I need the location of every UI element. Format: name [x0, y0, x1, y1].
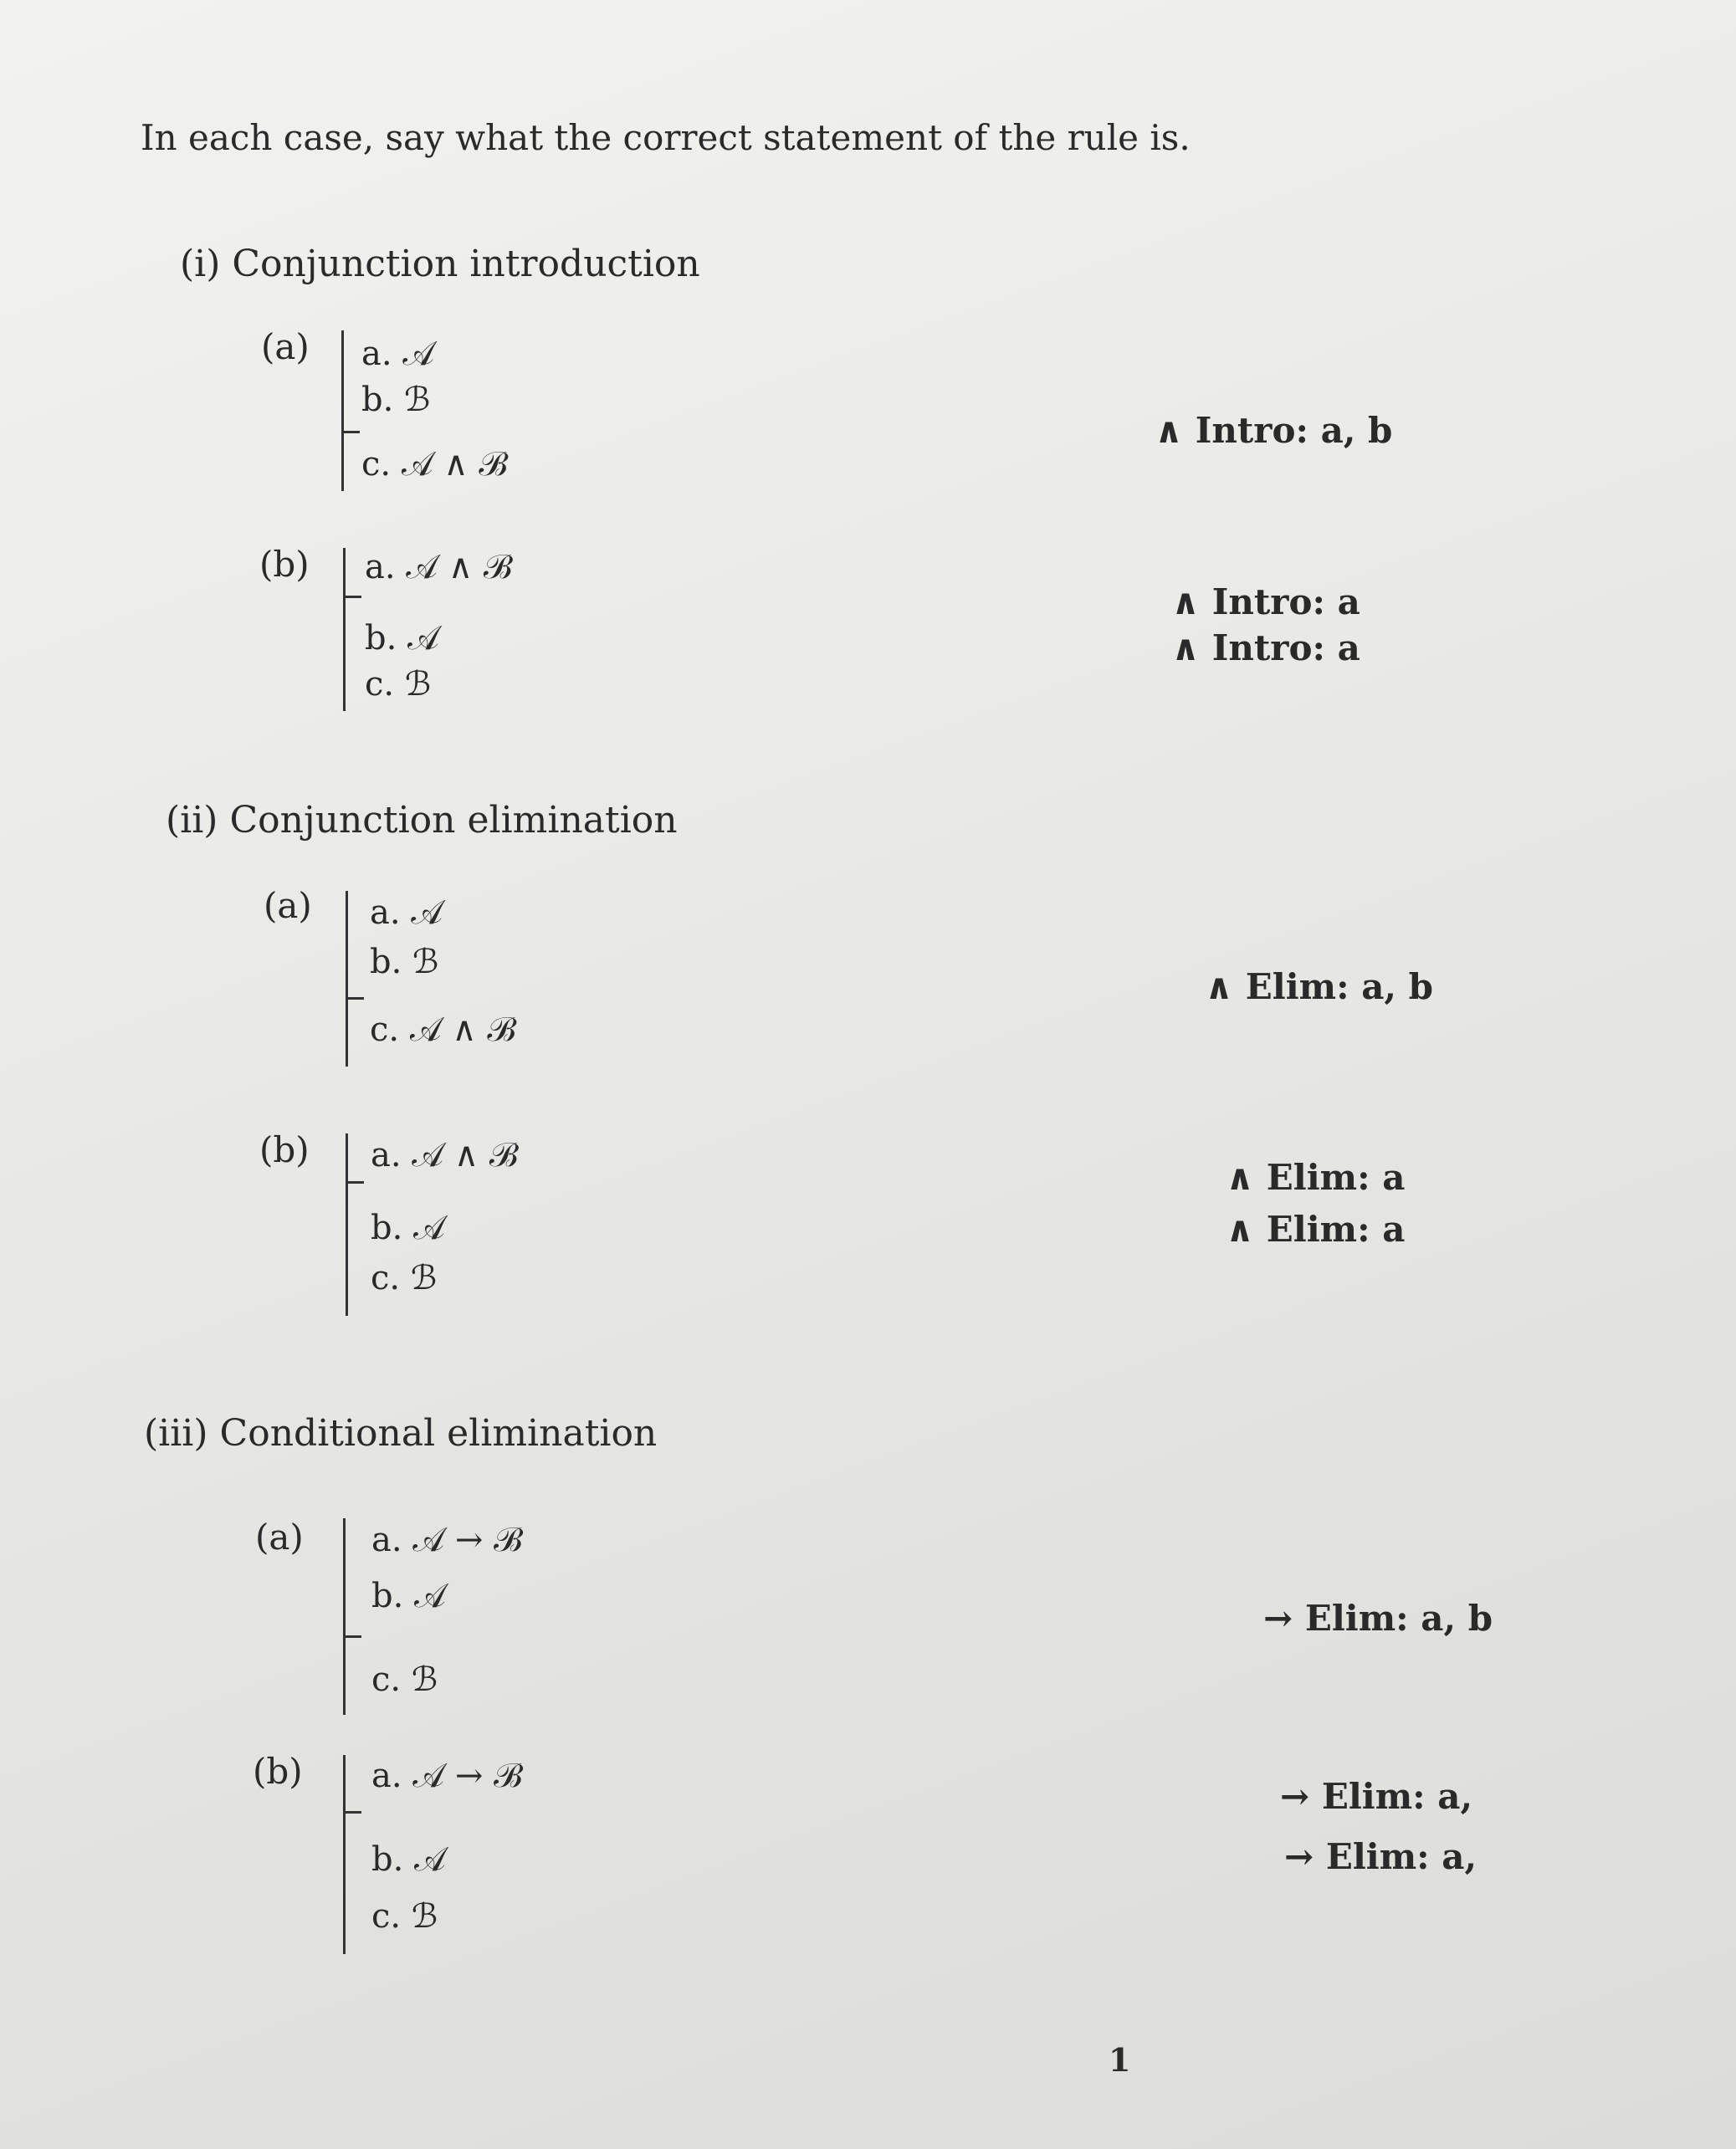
proof-bar	[346, 1133, 348, 1316]
justification: ∧ Elim: a	[1226, 1209, 1406, 1250]
proof-line: b. 𝒜	[371, 1840, 446, 1879]
page-number: 1	[1109, 2041, 1131, 2079]
part-label: (b)	[259, 544, 310, 585]
section-heading-conjunction-introduction: (i) Conjunction introduction	[180, 243, 700, 285]
justification: ∧ Elim: a	[1226, 1157, 1406, 1198]
proof-line: c. ℬ	[365, 665, 432, 704]
justification: ∧ Intro: a, b	[1155, 410, 1393, 451]
premise-divider	[346, 997, 364, 1000]
proof-line: b. 𝒜	[371, 1577, 446, 1615]
proof-line: c. 𝒜 ∧ ℬ	[370, 1011, 515, 1049]
part-label: (a)	[264, 885, 312, 926]
instruction-text: In each case, say what the correct statement of the rule is.	[141, 117, 1191, 158]
part-label: (b)	[253, 1751, 303, 1792]
part-label: (b)	[259, 1129, 310, 1170]
justification: → Elim: a,	[1284, 1836, 1477, 1877]
justification: → Elim: a, b	[1263, 1598, 1493, 1639]
justification: ∧ Elim: a, b	[1205, 966, 1434, 1007]
section-heading-conditional-elimination: (iii) Conditional elimination	[144, 1412, 658, 1455]
proof-line: a. 𝒜 ∧ ℬ	[371, 1136, 518, 1174]
proof-line: a. 𝒜	[361, 335, 435, 373]
proof-line: a. 𝒜 → ℬ	[371, 1521, 522, 1559]
premise-divider	[346, 1181, 364, 1184]
justification: ∧ Intro: a	[1171, 581, 1360, 622]
proof-line: a. 𝒜	[370, 893, 443, 932]
proof-line: b. ℬ	[361, 381, 431, 419]
justification: → Elim: a,	[1280, 1776, 1473, 1817]
premise-divider	[343, 1635, 361, 1638]
proof-line: c. ℬ	[371, 1897, 438, 1936]
proof-line: a. 𝒜 ∧ ℬ	[365, 548, 512, 586]
proof-line: c. ℬ	[371, 1660, 438, 1699]
proof-line: b. ℬ	[370, 943, 439, 981]
proof-bar	[343, 1755, 346, 1954]
proof-line: c. ℬ	[371, 1259, 438, 1297]
proof-bar	[346, 891, 348, 1067]
proof-line: b. 𝒜	[371, 1209, 445, 1247]
premise-divider	[343, 596, 361, 598]
part-label: (a)	[261, 326, 310, 367]
part-label: (a)	[255, 1517, 304, 1558]
proof-bar	[341, 330, 344, 491]
proof-line: b. 𝒜	[365, 619, 439, 657]
section-heading-conjunction-elimination: (ii) Conjunction elimination	[166, 799, 678, 842]
proof-bar	[343, 1518, 346, 1715]
proof-line: c. 𝒜 ∧ ℬ	[361, 445, 507, 484]
proof-bar	[343, 548, 346, 711]
justification: ∧ Intro: a	[1171, 627, 1360, 668]
proof-line: a. 𝒜 → ℬ	[371, 1757, 522, 1795]
premise-divider	[341, 431, 360, 433]
premise-divider	[343, 1811, 361, 1814]
